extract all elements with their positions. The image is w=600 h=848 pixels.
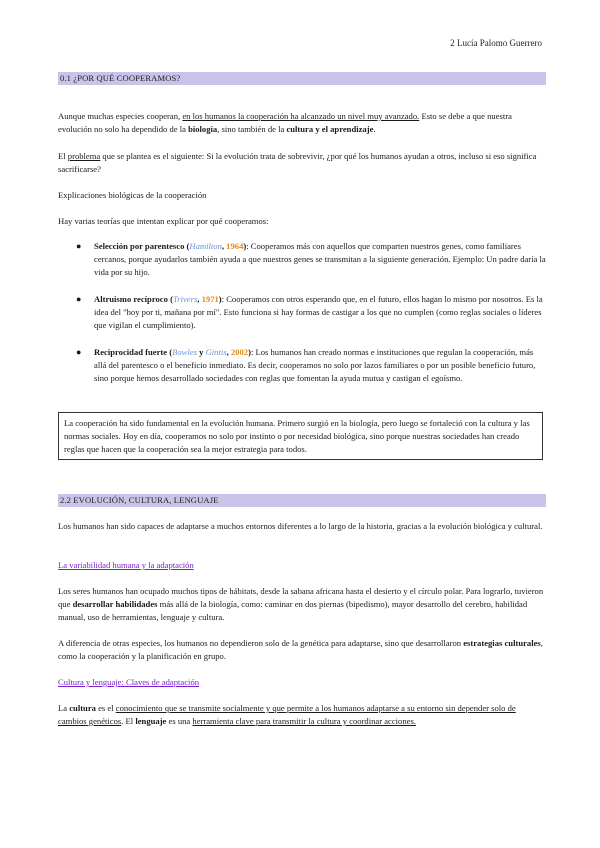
text-span: ) [218,294,222,304]
subheading-biological: Explicaciones biológicas de la cooperación [58,190,207,200]
bold-text: cultura y el aprendizaje [286,123,374,134]
section-heading-1: 0.1 ¿POR QUÉ COOPERAMOS? [58,72,546,85]
paragraph-section2-intro: Los humanos han sido capaces de adaptarse a muchos entornos diferentes a lo largo de la historia, gracias a la evolución biológica y cultural. [58,521,543,531]
text-span: ( [184,241,190,251]
link-text[interactable]: Cultura y lenguaje: Claves de adaptación [58,677,200,687]
author-name: Bowles [172,347,197,357]
text-span: . [373,123,376,134]
bullet-icon: ● [76,294,82,304]
bold-text: biología [188,123,218,134]
bold-text: estrategias culturales [463,638,541,648]
text-span: , sino también de la [217,123,287,134]
page-header-author: 2 Lucía Palomo Guerrero [450,38,542,48]
bullet-icon: ● [76,241,82,251]
link-cultura-lenguaje[interactable] [58,676,546,689]
text-span: . El [121,715,136,726]
text-span: , [221,241,227,251]
text-span: ( [167,347,173,357]
paragraph-strategies [58,637,546,663]
underlined-text: problema [67,151,101,161]
list-item [76,346,546,385]
text-span: ( [167,294,173,304]
text-span: , como la cooperación y la planificación en grupo. [58,638,543,661]
summary-box: La cooperación ha sido fundamental en la evolución humana. Primero surgió en la biología, pero luego se fortaleció con la cultura y las normas sociales. Hoy en día, cooperamos no solo por instinto o por necesidad biológica, sino porque nuestras sociedades han creado reglas que hacen que la cooperación sea la mejor estrategia para todos. [58,412,543,460]
bold-text: lenguaje [135,715,167,726]
term-name: Altruismo recíproco [94,294,168,304]
text-span: es una [166,715,193,726]
text-span: que se plantea es el siguiente: Si la evolución trata de sobrevivir, ¿por qué los humanos ayudan a otros, incluso si eso significa sacrificarse? [58,151,537,174]
text-span: A diferencia de otras especies, los humanos no dependieron solo de la genética para adaptarse, sino que desarrollaron [58,638,464,648]
paragraph-problem [58,150,546,176]
text-span: ) [243,241,247,251]
term-name: Selección por parentesco [94,241,185,251]
text-span: es el [95,703,116,713]
text-span: : Cooperamos con otros esperando que, en el futuro, ellos hagan lo mismo por nosotros. Es la idea del "hoy por ti, mañana por mí". Esto funciona si hay formas de castigar a los que no cumplen (como reglas sociales o líderes que vigilan el cumplimiento). [94,294,543,330]
section-heading-2: 2.2 EVOLUCIÓN, CULTURA, LENGUAJE [58,494,546,507]
year: 1964 [226,241,244,251]
bold-text: desarrollar habilidades [72,598,158,609]
bold-text: cultura [69,703,96,713]
text-span: y [196,347,206,357]
text-span: , [226,347,231,357]
text-span: Esto se debe a que nuestra evolución no solo ha dependido de la [58,111,512,134]
paragraph-habitats [58,585,546,624]
year: 2002 [230,347,249,357]
underlined-text: en los humanos la cooperación ha alcanzado un nivel muy avanzado. [182,111,420,121]
paragraph-culture-language [58,702,546,728]
list-item [76,293,546,332]
underlined-text: herramienta clave para transmitir la cultura y coordinar acciones. [192,715,416,726]
paragraph-intro [58,110,546,136]
text-span: Aunque muchas especies cooperan, [58,111,183,121]
author-name: Hamilton [189,241,222,251]
author-name: Trivers [172,294,198,304]
text-span: ) [248,347,251,357]
text-span: La [58,703,70,713]
paragraph-theories-intro: Hay varias teorías que intentan explicar por qué cooperamos: [58,216,269,226]
year: 1971 [201,294,219,304]
link-variabilidad[interactable] [58,559,546,572]
bullet-icon: ● [76,347,82,357]
author-name: Gintis [205,347,227,357]
underlined-text: conocimiento que se transmite socialmente y que permite a los humanos adaptarse a su entorno sin depender solo de cambios genéticos [58,703,516,726]
list-item [76,240,546,279]
text-span: : Cooperamos más con aquellos que comparten nuestros genes, como familiares cercanos, porque ayudarlos también ayuda a que nuestros genes se transmitan a la siguiente generación. Ejemplo: Un padre daría la vida por su hijo. [94,241,546,277]
text-span: El [58,151,68,161]
link-text[interactable]: La variabilidad humana y la adaptación [58,560,194,570]
text-span: : Los humanos han creado normas e instituciones que regulan la cooperación, más allá del parentesco o el beneficio inmediato. Es decir, cooperamos no solo por lazos familiares o por un posible beneficio futuro, sino porque hemos desarrollado sociedades con reglas que fomentan la ayuda mutua y castigan el egoísmo. [94,347,536,383]
term-name: Reciprocidad fuerte [94,347,168,357]
text-span: más allá de la biología, como: caminar en dos piernas (bipedismo), mayor desarrollo del cerebro, habilidad manual, uso de herramientas, lenguaje y cultura. [58,598,528,622]
text-span: Los seres humanos han ocupado muchos tipos de hábitats, desde la sabana africana hasta el desierto y el círculo polar. Para lograrlo, tuvieron que [58,586,544,609]
text-span: , [197,294,202,304]
